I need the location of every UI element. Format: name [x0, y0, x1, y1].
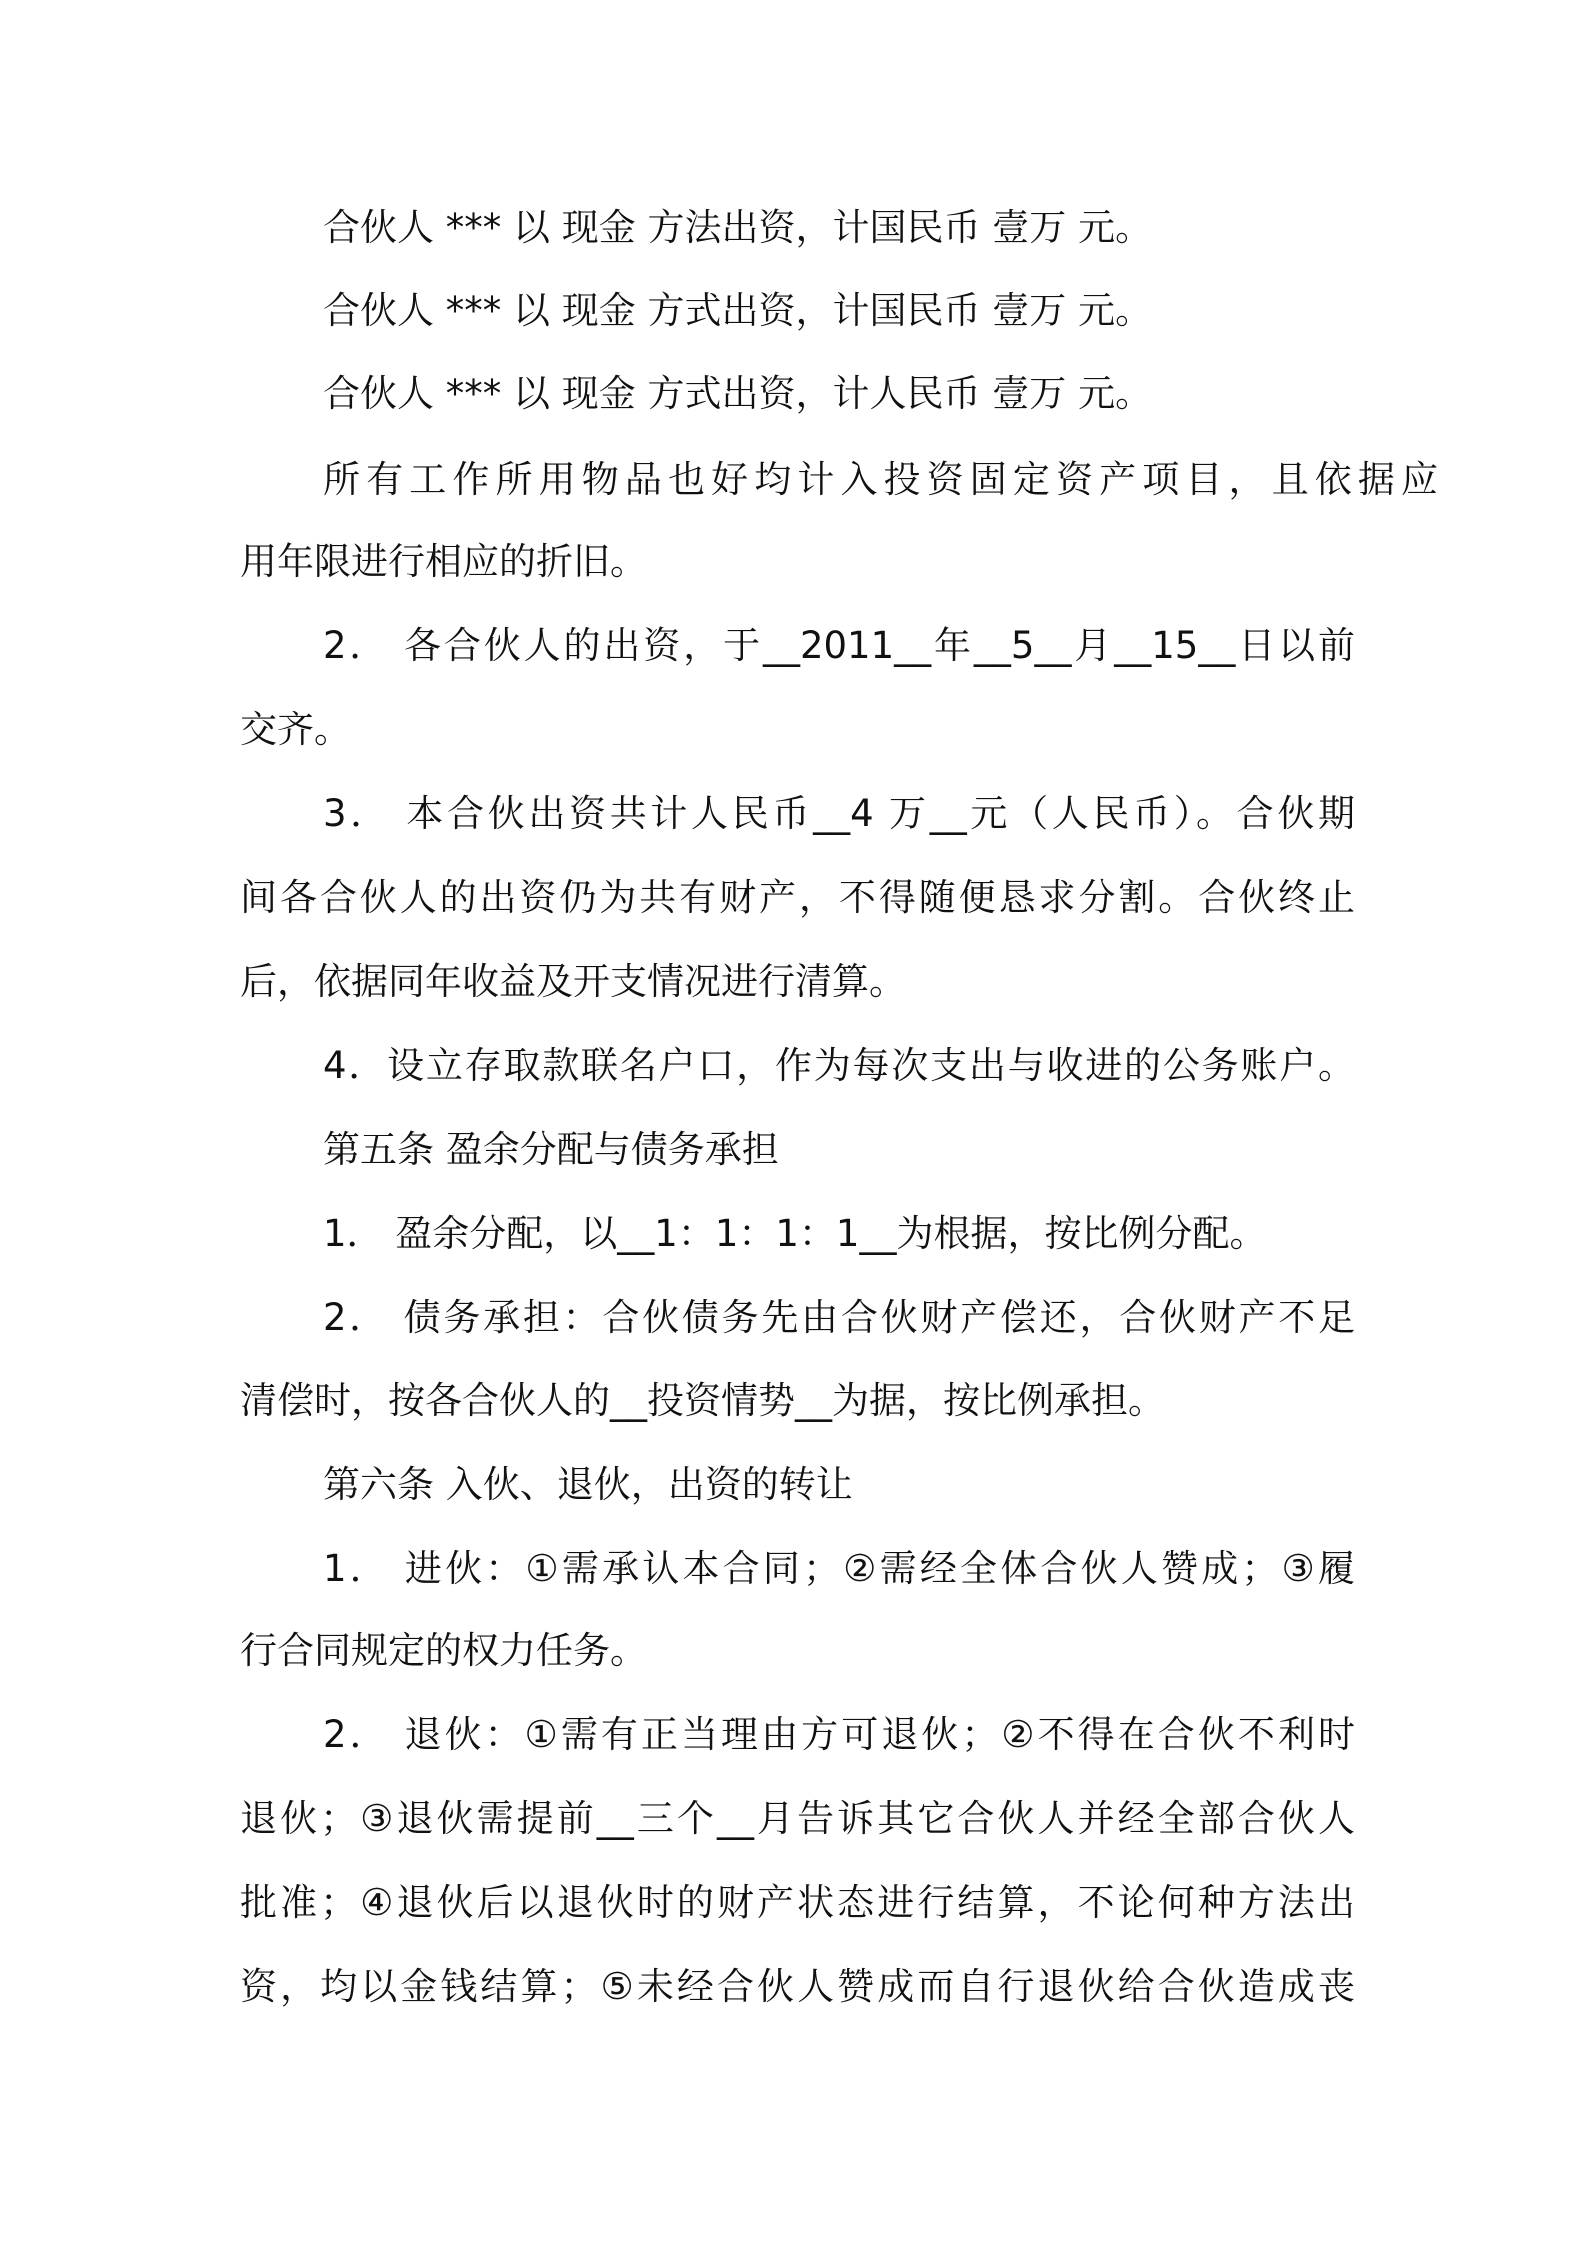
paragraph-line: 1． 进伙：①需承认本合同；②需经全体合伙人赞成；③履: [323, 1547, 1355, 1590]
paragraph-line: 合伙人 *** 以 现金 方式出资，计人民币 壹万 元。: [323, 372, 1153, 415]
section-heading: 第五条 盈余分配与债务承担: [323, 1128, 779, 1171]
paragraph-line: 2． 退伙：①需有正当理由方可退伙；②不得在合伙不利时: [323, 1713, 1355, 1756]
paragraph-line: 后，依据同年收益及开支情况进行清算。: [240, 960, 906, 1003]
paragraph-line: 合伙人 *** 以 现金 方法出资，计国民币 壹万 元。: [323, 206, 1153, 249]
paragraph-line: 合伙人 *** 以 现金 方式出资，计国民币 壹万 元。: [323, 289, 1153, 332]
paragraph-line: 间各合伙人的出资仍为共有财产，不得随便恳求分割。合伙终止: [240, 876, 1355, 919]
section-heading: 第六条 入伙、退伙，出资的转让: [323, 1463, 853, 1506]
paragraph-line: 3． 本合伙出资共计人民币__4 万__元（人民币）。合伙期: [323, 792, 1355, 835]
paragraph-line: 1． 盈余分配，以__1：1：1：1__为根据，按比例分配。: [323, 1212, 1267, 1255]
paragraph-line: 行合同规定的权力任务。: [240, 1629, 647, 1672]
paragraph-line: 退伙；③退伙需提前__三个__月告诉其它合伙人并经全部合伙人: [240, 1797, 1355, 1840]
paragraph-line: 2． 债务承担：合伙债务先由合伙财产偿还，合伙财产不足: [323, 1296, 1355, 1339]
paragraph-line: 4．设立存取款联名户口，作为每次支出与收进的公务账户。: [323, 1044, 1355, 1087]
paragraph-line: 资，均以金钱结算；⑤未经合伙人赞成而自行退伙给合伙造成丧: [240, 1965, 1355, 2008]
paragraph-line: 用年限进行相应的折旧。: [240, 540, 647, 583]
paragraph-line: 清偿时，按各合伙人的__投资情势__为据，按比例承担。: [240, 1379, 1165, 1422]
paragraph-line: 2． 各合伙人的出资，于__2011__年__5__月__15__日以前: [323, 624, 1355, 667]
paragraph-line: 交齐。: [240, 708, 351, 751]
paragraph-line: 所有工作所用物品也好均计入投资固定资产项目，且依据应: [323, 458, 1438, 501]
paragraph-line: 批准；④退伙后以退伙时的财产状态进行结算，不论何种方法出: [240, 1881, 1355, 1924]
